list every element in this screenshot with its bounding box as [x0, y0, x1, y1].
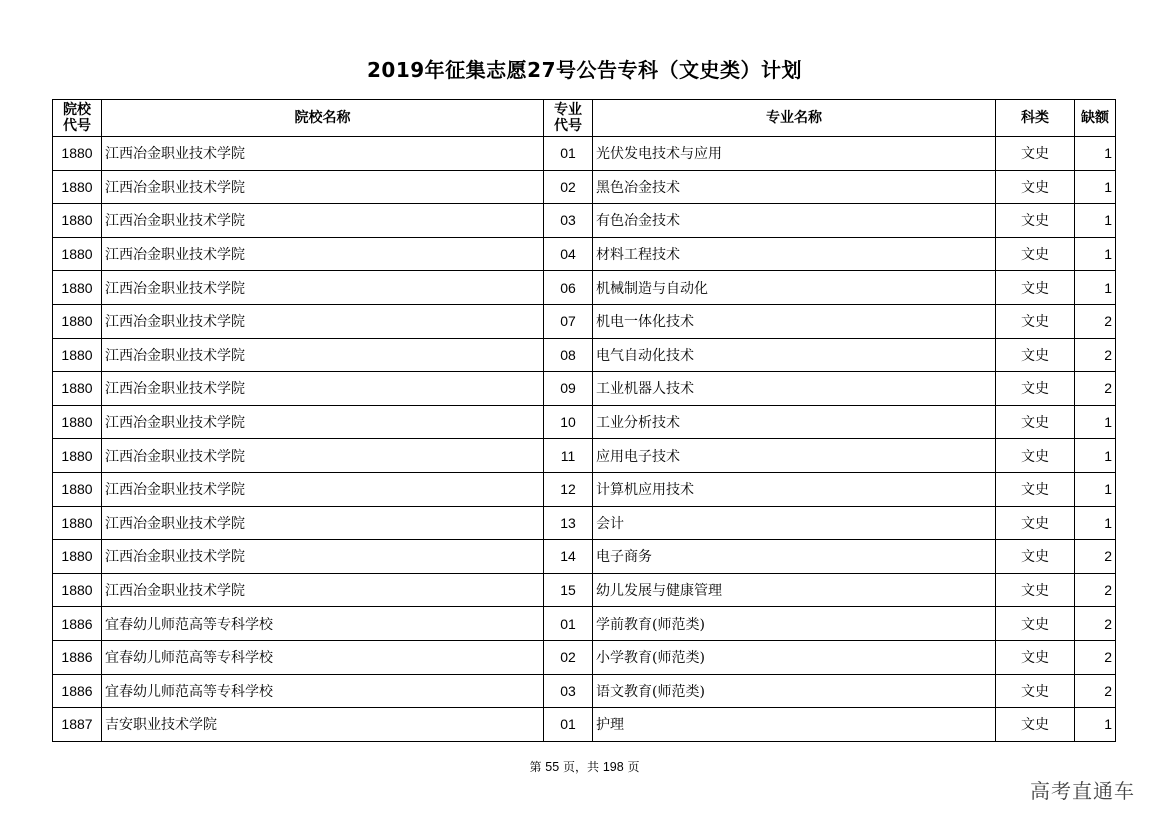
cell-school-name: 江西冶金职业技术学院 — [102, 204, 544, 238]
table-row — [53, 674, 1116, 708]
header-category: 科类 — [996, 100, 1075, 137]
cell-school-name: 江西冶金职业技术学院 — [102, 304, 544, 338]
cell-major-code: 13 — [544, 506, 593, 540]
cell-vacancies: 2 — [1075, 338, 1116, 372]
cell-category: 文史 — [996, 170, 1075, 204]
cell-major-code: 15 — [544, 573, 593, 607]
cell-vacancies: 2 — [1075, 540, 1116, 574]
cell-school-code: 1880 — [53, 271, 102, 305]
cell-school-code: 1880 — [53, 237, 102, 271]
plan-table — [52, 99, 1116, 742]
cell-category: 文史 — [996, 304, 1075, 338]
cell-major-code: 01 — [544, 607, 593, 641]
cell-major-name: 光伏发电技术与应用 — [593, 137, 996, 171]
table-row — [53, 170, 1116, 204]
header-row — [53, 100, 1116, 137]
header-major-name: 专业名称 — [593, 100, 996, 137]
cell-major-name: 有色冶金技术 — [593, 204, 996, 238]
cell-school-name: 江西冶金职业技术学院 — [102, 573, 544, 607]
table-row — [53, 540, 1116, 574]
cell-school-name: 江西冶金职业技术学院 — [102, 338, 544, 372]
cell-vacancies: 1 — [1075, 204, 1116, 238]
table-body — [53, 137, 1116, 742]
table-row — [53, 472, 1116, 506]
table-row — [53, 506, 1116, 540]
cell-major-code: 07 — [544, 304, 593, 338]
cell-school-code: 1880 — [53, 170, 102, 204]
table-row — [53, 439, 1116, 473]
cell-category: 文史 — [996, 573, 1075, 607]
cell-major-code: 09 — [544, 372, 593, 406]
cell-school-code: 1887 — [53, 708, 102, 742]
cell-major-name: 机电一体化技术 — [593, 304, 996, 338]
cell-major-name: 电气自动化技术 — [593, 338, 996, 372]
cell-category: 文史 — [996, 405, 1075, 439]
cell-major-name: 材料工程技术 — [593, 237, 996, 271]
cell-school-code: 1880 — [53, 338, 102, 372]
page-footer — [0, 758, 1169, 775]
watermark-text: 高考直通车 — [1030, 779, 1135, 803]
cell-category: 文史 — [996, 640, 1075, 674]
cell-major-code: 12 — [544, 472, 593, 506]
table-row — [53, 372, 1116, 406]
cell-school-code: 1886 — [53, 640, 102, 674]
cell-major-name: 机械制造与自动化 — [593, 271, 996, 305]
cell-school-name: 江西冶金职业技术学院 — [102, 271, 544, 305]
cell-major-code: 02 — [544, 640, 593, 674]
cell-category: 文史 — [996, 204, 1075, 238]
table-row — [53, 607, 1116, 641]
footer-total-pages: 198 — [602, 760, 624, 774]
cell-category: 文史 — [996, 506, 1075, 540]
table-header — [53, 100, 1116, 137]
cell-school-name: 吉安职业技术学院 — [102, 708, 544, 742]
cell-school-name: 江西冶金职业技术学院 — [102, 405, 544, 439]
cell-school-code: 1880 — [53, 573, 102, 607]
cell-vacancies: 2 — [1075, 372, 1116, 406]
cell-major-code: 11 — [544, 439, 593, 473]
cell-major-code: 01 — [544, 708, 593, 742]
cell-school-name: 江西冶金职业技术学院 — [102, 237, 544, 271]
header-school-code: 院校代号 — [53, 100, 102, 137]
cell-major-name: 小学教育(师范类) — [593, 640, 996, 674]
cell-major-name: 应用电子技术 — [593, 439, 996, 473]
header-school-name: 院校名称 — [102, 100, 544, 137]
table-row — [53, 640, 1116, 674]
cell-vacancies: 2 — [1075, 607, 1116, 641]
footer-suffix: 页 — [627, 760, 640, 774]
cell-major-code: 10 — [544, 405, 593, 439]
table-row — [53, 405, 1116, 439]
cell-school-code: 1880 — [53, 506, 102, 540]
cell-school-code: 1880 — [53, 405, 102, 439]
cell-major-code: 03 — [544, 674, 593, 708]
cell-school-code: 1880 — [53, 540, 102, 574]
cell-school-code: 1880 — [53, 137, 102, 171]
cell-school-name: 江西冶金职业技术学院 — [102, 540, 544, 574]
cell-school-name: 江西冶金职业技术学院 — [102, 137, 544, 171]
cell-major-code: 01 — [544, 137, 593, 171]
cell-major-code: 02 — [544, 170, 593, 204]
cell-vacancies: 2 — [1075, 573, 1116, 607]
cell-school-code: 1880 — [53, 372, 102, 406]
cell-category: 文史 — [996, 271, 1075, 305]
cell-major-name: 工业机器人技术 — [593, 372, 996, 406]
cell-category: 文史 — [996, 472, 1075, 506]
cell-vacancies: 1 — [1075, 439, 1116, 473]
cell-vacancies: 1 — [1075, 271, 1116, 305]
cell-school-name: 宜春幼儿师范高等专科学校 — [102, 607, 544, 641]
cell-school-code: 1886 — [53, 674, 102, 708]
cell-vacancies: 2 — [1075, 640, 1116, 674]
cell-vacancies: 1 — [1075, 237, 1116, 271]
cell-vacancies: 1 — [1075, 137, 1116, 171]
cell-vacancies: 2 — [1075, 304, 1116, 338]
cell-category: 文史 — [996, 607, 1075, 641]
cell-school-code: 1886 — [53, 607, 102, 641]
cell-school-name: 江西冶金职业技术学院 — [102, 439, 544, 473]
cell-school-code: 1880 — [53, 472, 102, 506]
cell-school-name: 宜春幼儿师范高等专科学校 — [102, 640, 544, 674]
cell-school-name: 江西冶金职业技术学院 — [102, 472, 544, 506]
cell-category: 文史 — [996, 372, 1075, 406]
cell-vacancies: 1 — [1075, 708, 1116, 742]
cell-vacancies: 1 — [1075, 472, 1116, 506]
cell-vacancies: 1 — [1075, 170, 1116, 204]
cell-major-name: 计算机应用技术 — [593, 472, 996, 506]
header-vacancies: 缺额 — [1075, 100, 1116, 137]
table-row — [53, 237, 1116, 271]
cell-major-code: 03 — [544, 204, 593, 238]
table-row — [53, 137, 1116, 171]
cell-major-name: 黑色冶金技术 — [593, 170, 996, 204]
footer-middle: 页，共 — [563, 760, 600, 774]
table-row — [53, 204, 1116, 238]
cell-major-code: 04 — [544, 237, 593, 271]
cell-category: 文史 — [996, 338, 1075, 372]
cell-school-name: 江西冶金职业技术学院 — [102, 170, 544, 204]
cell-category: 文史 — [996, 708, 1075, 742]
cell-major-name: 幼儿发展与健康管理 — [593, 573, 996, 607]
cell-school-name: 江西冶金职业技术学院 — [102, 506, 544, 540]
cell-school-code: 1880 — [53, 439, 102, 473]
cell-major-name: 护理 — [593, 708, 996, 742]
cell-category: 文史 — [996, 439, 1075, 473]
cell-major-name: 工业分析技术 — [593, 405, 996, 439]
footer-prefix: 第 — [529, 760, 542, 774]
header-major-code: 专业代号 — [544, 100, 593, 137]
cell-school-name: 江西冶金职业技术学院 — [102, 372, 544, 406]
cell-major-name: 学前教育(师范类) — [593, 607, 996, 641]
page-title: 2019年征集志愿27号公告专科（文史类）计划 — [367, 58, 802, 82]
table-row — [53, 708, 1116, 742]
cell-category: 文史 — [996, 237, 1075, 271]
cell-category: 文史 — [996, 540, 1075, 574]
cell-major-name: 电子商务 — [593, 540, 996, 574]
table-row — [53, 271, 1116, 305]
cell-major-name: 会计 — [593, 506, 996, 540]
cell-school-code: 1880 — [53, 304, 102, 338]
cell-school-code: 1880 — [53, 204, 102, 238]
footer-page-number: 55 — [545, 760, 560, 774]
table-row — [53, 304, 1116, 338]
cell-vacancies: 1 — [1075, 405, 1116, 439]
table-row — [53, 573, 1116, 607]
cell-major-name: 语文教育(师范类) — [593, 674, 996, 708]
cell-category: 文史 — [996, 137, 1075, 171]
cell-vacancies: 1 — [1075, 506, 1116, 540]
cell-major-code: 06 — [544, 271, 593, 305]
cell-major-code: 08 — [544, 338, 593, 372]
cell-vacancies: 2 — [1075, 674, 1116, 708]
cell-category: 文史 — [996, 674, 1075, 708]
table-row — [53, 338, 1116, 372]
cell-school-name: 宜春幼儿师范高等专科学校 — [102, 674, 544, 708]
cell-major-code: 14 — [544, 540, 593, 574]
